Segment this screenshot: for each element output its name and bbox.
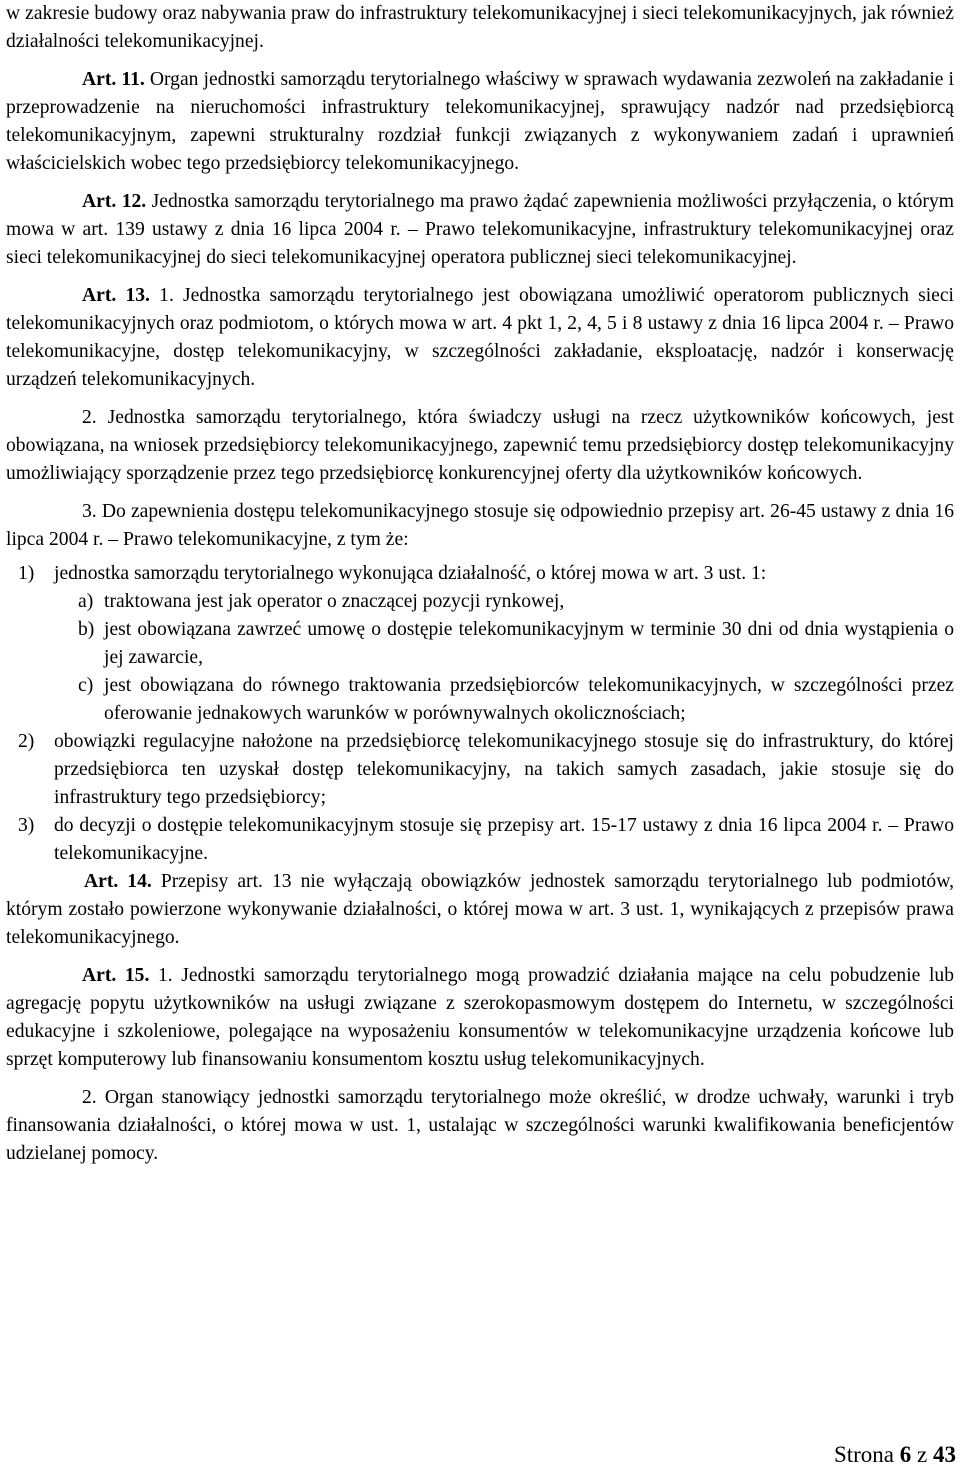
list-item-text: obowiązki regulacyjne nałożone na przedsiębiorcę telekomunikacyjnego stosuje się do infrastruktury, do której przedsiębiorca ten uzyskał dostęp telekomunikacyjny, na takich samych zasadach, jakie stosuje się do infrastruktury tego przedsiębiorcy; [54,731,954,808]
article-13-paragraph-3: 3. Do zapewnienia dostępu telekomunikacyjnego stosuje się odpowiednio przepisy art. 26-45 ustawy z dnia 16 lipca 2004 r. – Prawo telekomunikacyjne, z tym że: [6,501,954,550]
article-14-label: Art. 14. [84,871,152,892]
list-item-3 [18,812,954,868]
list-item-2 [18,728,954,812]
sub-item-b [78,616,954,672]
sub-item-text: jest obowiązana do równego traktowania przedsiębiorców telekomunikacyjnych, w szczególności przez oferowanie jednakowych warunków w porównywalnych okolicznościach; [104,675,954,724]
article-12-text: Jednostka samorządu terytorialnego ma prawo żądać zapewnienia możliwości przyłączenia, o którym mowa w art. 139 ustawy z dnia 16 lipca 2004 r. – Prawo telekomunikacyjne, infrastruktury telekomunikacyjnej oraz sieci telekomunikacyjnej do sieci telekomunikacyjnej operatora publicznej sieci telekomunikacyjnej. [6,191,954,268]
article-11-label: Art. 11. [82,69,145,90]
page-number-footer [834,1440,956,1470]
article-15-paragraph-2: 2. Organ stanowiący jednostki samorządu terytorialnego może określić, w drodze uchwały, warunki i tryb finansowania działalności, o której mowa w ust. 1, ustalając w szczególności warunki kwalifikowania beneficjentów udzielanej pomocy. [6,1087,954,1164]
sub-item-text: jest obowiązana zawrzeć umowę o dostępie telekomunikacyjnym w terminie 30 dni od dnia wystąpienia o jej zawarcie, [104,619,954,668]
article-14-text: Przepisy art. 13 nie wyłączają obowiązków jednostek samorządu terytorialnego lub podmiotów, którym zostało powierzone wykonywanie działalności, o której mowa w art. 3 ust. 1, wynikających z przepisów prawa telekomunikacyjnego. [6,871,954,948]
sub-marker: b) [78,619,95,640]
article-11 [6,66,954,178]
article-13-paragraph-1 [6,282,954,394]
article-15-label: Art. 15. [82,965,150,986]
list-item-1 [18,560,954,588]
article-13-paragraph-2: 2. Jednostka samorządu terytorialnego, która świadczy usługi na rzecz użytkowników końcowych, jest obowiązana, na wniosek przedsiębiorcy telekomunikacyjnego, zapewnić temu przedsiębiorcy dostęp telekomunikacyjny umożliwiający sporządzenie przez tego przedsiębiorcę konkurencyjnej oferty dla użytkowników końcowych. [6,407,954,484]
sub-item-text: traktowana jest jak operator o znaczącej pozycji rynkowej, [104,591,565,612]
article-13-p1-text: 1. Jednostka samorządu terytorialnego jest obowiązana umożliwić operatorom publicznych sieci telekomunikacyjnych oraz podmiotom, o których mowa w art. 4 pkt 1, 2, 4, 5 i 8 ustawy z dnia 16 lipca 2004 r. – Prawo telekomunikacyjne, dostęp telekomunikacyjny, w szczególności zakładanie, eksploatację, nadzór i konserwację urządzeń telekomunikacyjnych. [6,285,954,390]
list-item-text: jednostka samorządu terytorialnego wykonująca działalność, o której mowa w art. 3 ust. 1: [54,563,767,584]
article-13-label: Art. 13. [82,285,150,306]
article-15-p1-text: 1. Jednostki samorządu terytorialnego mogą prowadzić działania mające na celu pobudzenie lub agregację popytu użytkowników na usługi związane z szerokopasmowym dostępem do Internetu, w szczególności edukacyjne i szkoleniowe, polegające na wyposażeniu konsumentów w telekomunikacyjne urządzenia końcowe lub sprzęt komputerowy lub finansowaniu konsumentom kosztu usług telekomunikacyjnych. [6,965,954,1070]
sub-item-c [78,672,954,728]
footer-of: z [917,1442,928,1467]
article-11-text: Organ jednostki samorządu terytorialnego właściwy w sprawach wydawania zezwoleń na zakładanie i przeprowadzenie na nieruchomości infrastruktury telekomunikacyjnej, sprawujący nadzór nad przedsiębiorcą telekomunikacyjnym, zapewni strukturalny rozdział funkcji związanych z wykonywaniem zadań i uprawnień właścicielskich wobec tego przedsiębiorcy telekomunikacyjnego. [6,69,954,174]
document-page [6,0,954,1168]
footer-current-page: 6 [899,1442,912,1467]
article-15-paragraph-1 [6,962,954,1074]
article-12-label: Art. 12. [82,191,147,212]
list-marker: 1) [18,563,35,584]
article-12 [6,188,954,272]
list-marker: 2) [18,731,35,752]
footer-prefix: Strona [833,1442,895,1467]
list-marker: 3) [18,815,35,836]
intro-paragraph: w zakresie budowy oraz nabywania praw do infrastruktury telekomunikacyjnej i sieci telekomunikacyjnych, jak również działalności telekomunikacyjnej. [6,3,954,52]
sub-marker: c) [78,675,94,696]
footer-total-pages: 43 [933,1442,956,1467]
article-14 [6,868,954,952]
list-item-text: do decyzji o dostępie telekomunikacyjnym stosuje się przepisy art. 15-17 ustawy z dnia 16 lipca 2004 r. – Prawo telekomunikacyjne. [54,815,954,864]
sub-marker: a) [78,591,94,612]
sub-item-a [78,588,954,616]
